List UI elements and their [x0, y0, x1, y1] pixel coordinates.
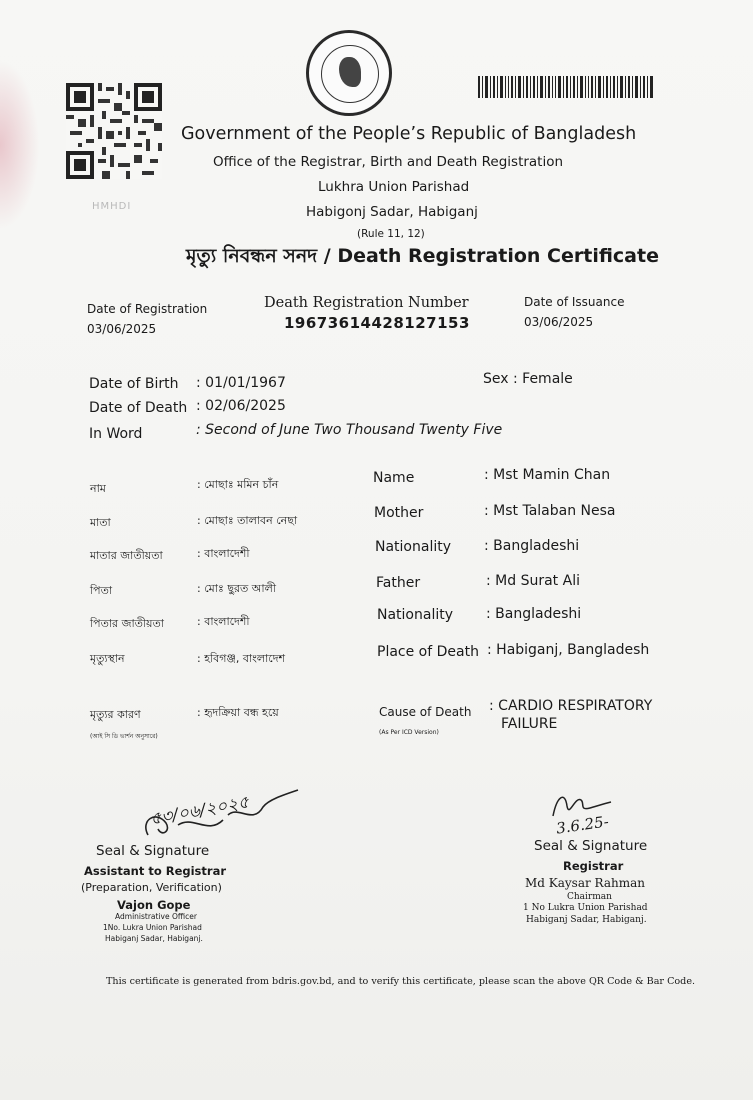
- mother-label: Mother: [374, 505, 424, 521]
- assistant-signature-date: ৫৩/০৬/২০২৫: [148, 792, 251, 830]
- date-of-birth-value: : 01/01/1967: [196, 375, 286, 391]
- barcode: [478, 76, 654, 98]
- place-of-death-label: Place of Death: [377, 644, 479, 660]
- bn-father-label: পিতা: [90, 584, 113, 597]
- cause-of-death-label: Cause of Death: [379, 705, 472, 719]
- bn-cause-label: মৃত্যুর কারণ: [90, 708, 141, 721]
- cause-of-death-note: (As Per ICD Version): [379, 729, 439, 736]
- assistant-title-line2: 1No. Lukra Union Parishad: [103, 923, 202, 932]
- union-name: Lukhra Union Parishad: [318, 179, 470, 195]
- assistant-title-line1: Administrative Officer: [115, 912, 197, 921]
- government-title: Government of the People’s Republic of Bangladesh: [181, 124, 637, 144]
- mother-value: : Mst Talaban Nesa: [484, 503, 616, 519]
- qr-code: [66, 83, 162, 179]
- certificate-title: মৃত্যু নিবন্ধন সনদ / Death Registration Certificate: [186, 245, 659, 267]
- bn-mother-nationality-value: : বাংলাদেশী: [197, 547, 250, 560]
- registration-number-value: 19673614428127153: [284, 314, 470, 332]
- right-seal-signature-label: Seal & Signature: [534, 838, 648, 854]
- date-of-registration-value: 03/06/2025: [87, 322, 157, 336]
- bn-place-value: : হবিগঞ্জ, বাংলাদেশ: [197, 652, 285, 665]
- location-name: Habigonj Sadar, Habiganj: [306, 204, 478, 220]
- bn-place-label: মৃত্যুস্থান: [90, 652, 125, 665]
- father-label: Father: [376, 575, 421, 591]
- qr-caption: HMHDI: [92, 201, 132, 212]
- registrar-name: Md Kaysar Rahman: [525, 876, 645, 890]
- registrar-signature-date: 3.6.25-: [555, 812, 610, 838]
- mother-nationality-label: Nationality: [375, 539, 452, 555]
- assistant-sub-role: (Preparation, Verification): [81, 881, 222, 894]
- sex-field: Sex : Female: [483, 371, 573, 387]
- bn-father-nationality-label: পিতার জাতীয়তা: [90, 617, 164, 630]
- father-nationality-label: Nationality: [377, 607, 454, 623]
- office-title: Office of the Registrar, Birth and Death Registration: [213, 154, 564, 170]
- in-word-value: : Second of June Two Thousand Twenty Five: [196, 422, 503, 438]
- left-seal-signature-label: Seal & Signature: [96, 843, 210, 859]
- name-label: Name: [373, 470, 415, 486]
- rule-text: (Rule 11, 12): [357, 228, 425, 240]
- date-of-issuance-value: 03/06/2025: [524, 315, 594, 329]
- bn-cause-note: (আই সি ডি ভার্শন অনুসারে): [90, 733, 158, 740]
- cause-of-death-value-line1: : CARDIO RESPIRATORY: [489, 698, 653, 714]
- bn-mother-nationality-label: মাতার জাতীয়তা: [90, 549, 163, 562]
- bn-name-label: নাম: [90, 482, 106, 495]
- paper-stain: [0, 60, 40, 230]
- bn-cause-value: : হৃদক্রিয়া বন্ধ হয়ে: [197, 706, 279, 719]
- bn-father-value: : মোঃ ছুরত আলী: [197, 582, 276, 595]
- date-of-death-value: : 02/06/2025: [196, 398, 286, 414]
- in-word-label: In Word: [89, 426, 143, 442]
- father-nationality-value: : Bangladeshi: [486, 606, 582, 622]
- place-of-death-value: : Habiganj, Bangladesh: [487, 642, 650, 658]
- date-of-registration-label: Date of Registration: [87, 302, 208, 316]
- father-value: : Md Surat Ali: [486, 573, 580, 589]
- registrar-title-line1: Chairman: [567, 892, 612, 902]
- assistant-name: Vajon Gope: [117, 898, 191, 912]
- date-of-birth-label: Date of Birth: [89, 376, 179, 392]
- registrar-role: Registrar: [563, 859, 624, 873]
- registrar-title-line2: 1 No Lukra Union Parishad: [523, 903, 648, 913]
- assistant-title-line3: Habiganj Sadar, Habiganj.: [105, 934, 203, 943]
- mother-nationality-value: : Bangladeshi: [484, 538, 580, 554]
- cause-of-death-value-line2: FAILURE: [501, 716, 558, 732]
- bn-mother-label: মাতা: [90, 516, 111, 529]
- date-of-issuance-label: Date of Issuance: [524, 295, 625, 309]
- name-value: : Mst Mamin Chan: [484, 467, 611, 483]
- bn-father-nationality-value: : বাংলাদেশী: [197, 615, 250, 628]
- registration-number-label: Death Registration Number: [264, 295, 469, 311]
- bn-mother-value: : মোছাঃ তালাবন নেছা: [197, 514, 298, 527]
- registrar-title-line3: Habiganj Sadar, Habiganj.: [526, 915, 647, 925]
- bn-name-value: : মোছাঃ মমিন চাঁন: [197, 478, 279, 491]
- government-seal-icon: [306, 30, 392, 116]
- date-of-death-label: Date of Death: [89, 400, 188, 416]
- verification-footer: This certificate is generated from bdris.gov.bd, and to verify this certificate, please scan the above QR Code & Bar Code.: [106, 976, 696, 987]
- assistant-role: Assistant to Registrar: [84, 864, 226, 878]
